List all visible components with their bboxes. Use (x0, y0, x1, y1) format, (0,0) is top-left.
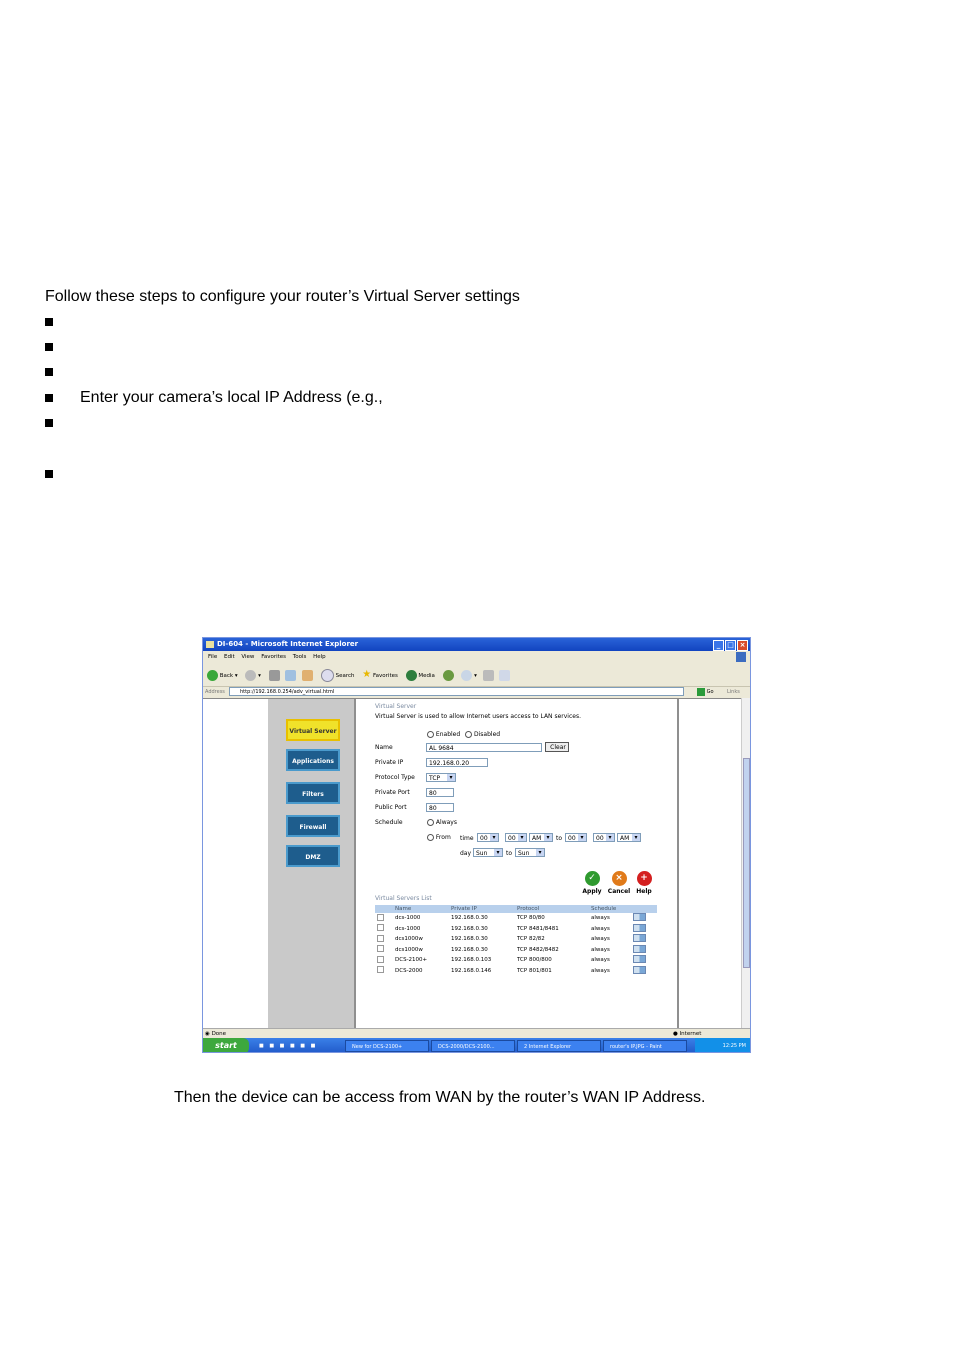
edit-delete-icon[interactable] (633, 924, 646, 932)
row-checkbox[interactable] (377, 945, 384, 952)
to-label: to (556, 835, 563, 842)
private-ip-input[interactable]: 192.168.0.20 (426, 758, 488, 767)
from-minute-select[interactable]: 00 ▾ (505, 833, 527, 842)
taskbar (203, 1038, 750, 1053)
print-icon (483, 670, 494, 681)
row-protocol: TCP 82/82 (517, 936, 545, 943)
maximize-button[interactable]: □ (725, 640, 736, 651)
header-private-ip: Private IP (449, 905, 515, 913)
page-content (203, 698, 741, 1029)
row-checkbox[interactable] (377, 914, 384, 921)
clear-button[interactable]: Clear (545, 742, 569, 752)
menu-favorites[interactable]: Favorites (261, 654, 287, 660)
home-icon (302, 670, 313, 681)
table-row (375, 934, 657, 945)
media-icon (406, 670, 417, 681)
to-ampm-select[interactable]: AM ▾ (617, 833, 641, 842)
back-button[interactable]: Back ▾ (207, 665, 238, 687)
header-edit (631, 905, 657, 913)
row-protocol: TCP 8482/8482 (517, 946, 559, 953)
edit-delete-icon[interactable] (633, 934, 646, 942)
task-dcs-2000[interactable]: DCS-2000/DCS-2100... (431, 1040, 515, 1052)
table-header (375, 905, 657, 913)
schedule-always: Always (427, 819, 457, 826)
row-ip: 192.168.0.30 (451, 915, 488, 922)
row-protocol: TCP 801/801 (517, 967, 552, 974)
row-schedule: always (591, 957, 610, 964)
bullet-square-icon (45, 470, 53, 478)
row-name: dcs1000w (395, 946, 423, 953)
forward-arrow-icon (245, 670, 256, 681)
edit-delete-icon[interactable] (633, 945, 646, 953)
media-button[interactable]: Media (406, 665, 435, 687)
public-port-input[interactable]: 80 (426, 803, 454, 812)
ie-app-icon (206, 641, 214, 648)
mail-icon (461, 670, 472, 681)
nav-firewall[interactable]: Firewall (286, 815, 340, 837)
refresh-button[interactable] (285, 665, 296, 687)
list-heading: Virtual Servers List (375, 895, 432, 902)
row-schedule: always (591, 936, 610, 943)
close-button[interactable]: × (737, 640, 748, 651)
stop-button[interactable] (269, 665, 280, 687)
nav-dmz[interactable]: DMZ (286, 845, 340, 867)
virtual-server-panel (369, 699, 659, 1029)
row-checkbox[interactable] (377, 956, 384, 963)
virtual-servers-table (375, 905, 657, 976)
bullet-3 (45, 363, 80, 381)
bullet-1 (45, 313, 80, 331)
star-icon: ★ (362, 669, 372, 680)
header-name: Name (393, 905, 449, 913)
go-arrow-icon (697, 688, 705, 696)
address-input[interactable]: http://192.168.0.254/adv_virtual.html (229, 687, 684, 696)
row-name: dcs1000w (395, 936, 423, 943)
window-title: DI-604 - Microsoft Internet Explorer (217, 640, 359, 648)
name-input[interactable]: AL 9684 (426, 743, 542, 752)
header-protocol: Protocol (515, 905, 589, 913)
disabled-radio[interactable] (465, 731, 472, 738)
row-protocol: TCP 800/800 (517, 957, 552, 964)
forward-button[interactable]: ▾ (245, 665, 261, 687)
toolbar (203, 664, 750, 687)
status-left: Done (211, 1031, 227, 1037)
day-label: day (460, 850, 472, 857)
go-button[interactable]: Go (697, 686, 714, 698)
windows-logo-icon (736, 652, 746, 662)
private-ip-label: Private IP (375, 759, 404, 766)
bullet-square-icon (45, 368, 53, 376)
cancel-button[interactable]: × Cancel (607, 873, 631, 895)
schedule-from: From (427, 834, 451, 841)
table-row (375, 924, 657, 935)
left-nav (268, 699, 356, 1029)
row-protocol: TCP 8481/8481 (517, 925, 559, 932)
bullet-4: Enter your camera’s local IP Address (e.g., (45, 389, 383, 407)
history-icon (443, 670, 454, 681)
row-ip: 192.168.0.30 (451, 946, 488, 953)
row-schedule: always (591, 967, 610, 974)
header-schedule: Schedule (589, 905, 631, 913)
row-name: DCS-2100+ (395, 957, 428, 964)
minimize-button[interactable]: _ (713, 640, 724, 651)
intro-text: Follow these steps to configure your router’s Virtual Server settings (45, 288, 520, 305)
table-row (375, 955, 657, 966)
task-internet-explorer[interactable]: 2 Internet Explorer (517, 1040, 601, 1052)
table-row (375, 966, 657, 977)
check-icon: ✓ (585, 871, 600, 886)
row-ip: 192.168.0.30 (451, 936, 488, 943)
public-port-label: Public Port (375, 804, 407, 811)
table-row (375, 945, 657, 956)
nav-applications[interactable]: Applications (286, 749, 340, 771)
bullet-5 (45, 414, 80, 432)
edit-delete-icon[interactable] (633, 955, 646, 963)
enabled-radio[interactable] (427, 731, 434, 738)
row-ip: 192.168.0.103 (451, 957, 492, 964)
system-tray (695, 1038, 750, 1053)
globe-icon: ● (673, 1031, 678, 1037)
history-button[interactable] (443, 665, 454, 687)
day-to-label: to (506, 850, 513, 857)
row-name: DCS-2000 (395, 967, 423, 974)
menu-file[interactable]: File (208, 654, 218, 660)
row-checkbox[interactable] (377, 935, 384, 942)
internet-zone: ● Internet (673, 1031, 702, 1037)
help-plus-icon: + (637, 871, 652, 886)
bullet-square-icon (45, 318, 53, 326)
edit-page-icon (499, 670, 510, 681)
nav-virtual-server[interactable]: Virtual Server (286, 719, 340, 741)
protocol-label: Protocol Type (375, 774, 415, 781)
name-label: Name (375, 744, 393, 751)
vertical-scrollbar[interactable] (741, 698, 751, 1028)
row-name: dcs-1000 (395, 915, 421, 922)
header-check (375, 905, 393, 913)
edit-delete-icon[interactable] (633, 966, 646, 974)
menu-bar (203, 651, 750, 663)
help-button[interactable]: + Help (636, 873, 652, 895)
row-checkbox[interactable] (377, 924, 384, 931)
clock: 12:25 PM (722, 1043, 746, 1049)
row-ip: 192.168.0.146 (451, 967, 492, 974)
private-port-input[interactable]: 80 (426, 788, 454, 797)
address-bar (203, 686, 750, 698)
cancel-x-icon: × (612, 871, 627, 886)
back-arrow-icon (207, 670, 218, 681)
row-checkbox[interactable] (377, 966, 384, 973)
row-schedule: always (591, 915, 610, 922)
enable-radio-group: Enabled Disabled (427, 731, 500, 738)
bullet-6 (45, 465, 80, 483)
address-label: Address (205, 689, 225, 695)
print-button[interactable] (483, 665, 494, 687)
caption-text: Then the device can be access from WAN by the router’s WAN IP Address. (174, 1089, 706, 1106)
search-button[interactable]: Search (321, 665, 355, 687)
right-panel (677, 699, 743, 1029)
to-day-select[interactable]: Sun ▾ (515, 848, 545, 857)
private-port-label: Private Port (375, 789, 410, 796)
from-day-select[interactable]: Sun ▾ (473, 848, 503, 857)
mail-button[interactable]: ▾ (461, 665, 477, 687)
protocol-select[interactable]: TCP ▾ (426, 773, 456, 782)
row-ip: 192.168.0.30 (451, 925, 488, 932)
menu-edit[interactable]: Edit (223, 654, 235, 660)
quick-launch-icons: ■ ■ ■ ■ ■ ■ (259, 1043, 318, 1049)
browser-screenshot (202, 637, 751, 1053)
row-schedule: always (591, 946, 610, 953)
refresh-icon (285, 670, 296, 681)
edit-delete-icon[interactable] (633, 913, 646, 921)
menu-view[interactable]: View (241, 654, 255, 660)
row-protocol: TCP 80/80 (517, 915, 545, 922)
scrollbar-thumb[interactable] (743, 758, 750, 968)
menu-help[interactable]: Help (313, 654, 326, 660)
task-paint[interactable]: router's IP.JPG - Paint (603, 1040, 687, 1052)
search-icon (321, 669, 334, 682)
home-button[interactable] (302, 665, 313, 687)
from-radio[interactable] (427, 834, 434, 841)
row-name: dcs-1000 (395, 925, 421, 932)
table-row (375, 913, 657, 924)
to-minute-select[interactable]: 00 ▾ (593, 833, 615, 842)
edit-page-button[interactable] (499, 665, 510, 687)
apply-button[interactable]: ✓ Apply (582, 873, 602, 895)
stop-icon (269, 670, 280, 681)
menu-tools[interactable]: Tools (292, 654, 307, 660)
bullet-square-icon (45, 343, 53, 351)
to-hour-select[interactable]: 00 ▾ (565, 833, 587, 842)
from-ampm-select[interactable]: AM ▾ (529, 833, 553, 842)
time-label: time (460, 835, 474, 842)
bullet-2 (45, 338, 80, 356)
favorites-button[interactable]: ★ Favorites (362, 669, 398, 680)
always-radio[interactable] (427, 819, 434, 826)
from-hour-select[interactable]: 00 ▾ (477, 833, 499, 842)
links-button[interactable]: Links (727, 689, 740, 695)
section-heading: Virtual Server (375, 703, 417, 710)
status-done-icon: ◉ (205, 1031, 210, 1037)
schedule-label: Schedule (375, 819, 403, 826)
start-button[interactable]: start (203, 1038, 249, 1053)
nav-filters[interactable]: Filters (286, 782, 340, 804)
section-description: Virtual Server is used to allow Internet users access to LAN services. (375, 713, 581, 720)
bullet-square-icon (45, 394, 53, 402)
window-titlebar (203, 638, 750, 651)
bullet-square-icon (45, 419, 53, 427)
row-schedule: always (591, 925, 610, 932)
task-new-dcs[interactable]: New for DCS-2100+ (345, 1040, 429, 1052)
